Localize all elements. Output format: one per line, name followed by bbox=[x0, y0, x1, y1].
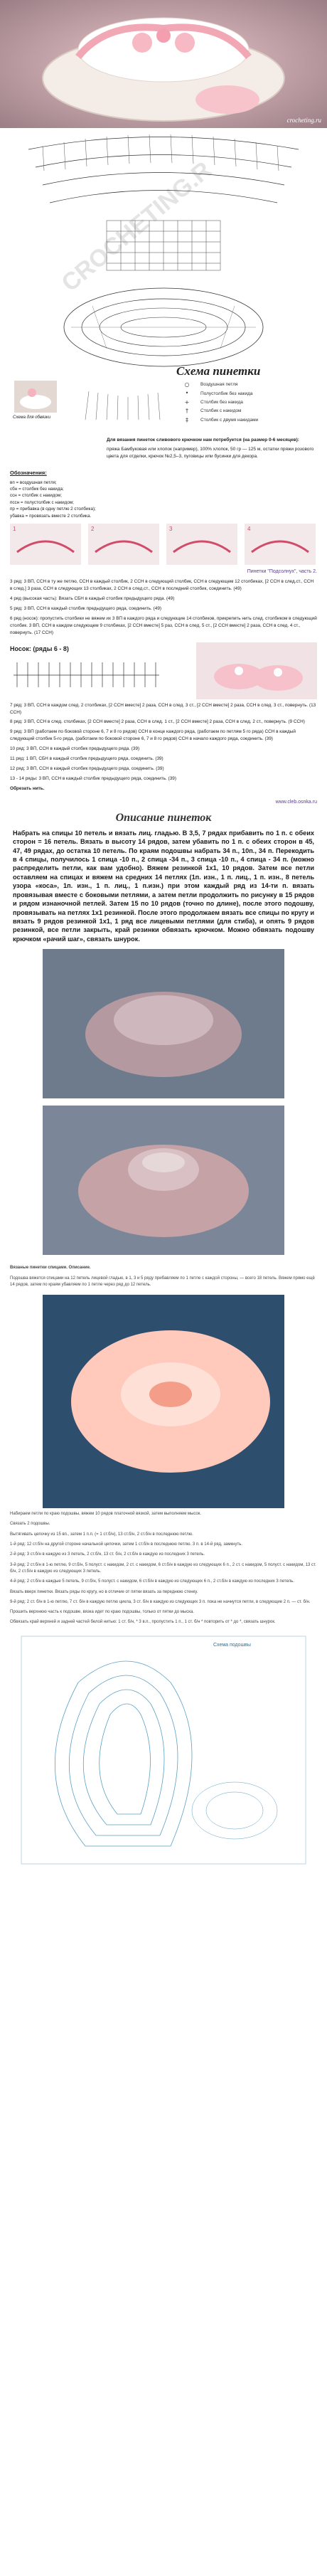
abbr-item: пссн = полустолбик с накидом; bbox=[10, 499, 74, 505]
svg-text:2: 2 bbox=[91, 526, 95, 533]
instr-paragraph: Прошить верхнюю часть к подошве, вязка идет по краю подошвы, только от пятки до мыска. bbox=[10, 1610, 194, 1615]
stitch-photos bbox=[0, 524, 327, 568]
abbr-item: пр = прибавка (в одну петлю 2 столбика); bbox=[10, 507, 96, 512]
bottom-scheme-label: Схема подошвы bbox=[213, 1642, 251, 1648]
stitch-photos-image bbox=[10, 524, 317, 566]
legend-item: † Столбик с накидом bbox=[186, 408, 242, 415]
page-tag: Пинетки "Подсолнух", часть 2. bbox=[247, 569, 317, 575]
round-item: 8 ряд: 3 ВП, ССН в след. столбиках, [2 ССН вместе] 2 раза, ССН в след. 1 ст., [2 ССН вместе] 2 раза, ССН в след. 2 ст., повернуть. (9 ССН) bbox=[10, 719, 305, 725]
svg-text:4: 4 bbox=[247, 526, 251, 533]
site-link[interactable]: www.cleb.osnka.ru bbox=[275, 799, 317, 805]
legend-item: + Столбик без накида bbox=[184, 398, 243, 406]
round-item: 5 ряд: 3 ВП, ССН в каждый столбик предыдущего ряда, соединить. (49) bbox=[10, 605, 162, 611]
instr-paragraph: 2-й ряд: 3 ст.б/н в каждую из 3 петель, 2 ст.б/н, 13 ст. б/н, 2 ст.б/н в каждую из последних 3 петель. bbox=[10, 1552, 205, 1557]
nosok-photo bbox=[196, 642, 317, 699]
round-item: 9 ряд: 3 ВП (работаем по боковой стороне 6, 7 и 8 го рядов) ССН в конце каждого ряда, (работаем по петлям 5 го ряда) ССН в каждый следующий столбик 5-го ряда, (работаем по боковой стороне 6, 7 и 8 го рядов) ССН в начало каждого ряда, соединить. (39) bbox=[10, 729, 296, 742]
intro-block bbox=[0, 434, 327, 465]
bottom-scheme-diagram bbox=[0, 1633, 327, 1867]
bootie-photo-image bbox=[0, 0, 327, 128]
legend-item: • Полустолбик без накида bbox=[185, 390, 253, 397]
instr-paragraph: 9-й ряд: 2 ст. б/н в 1-ю петлю, 7 ст. б/н в каждую петлю цикла, 3 ст. б/н в каждую из следующих 3 п. пока не начнутся петли, в следующие 2 п. — ст. б/н. bbox=[10, 1599, 311, 1604]
abbreviations-list bbox=[10, 469, 96, 519]
instr-paragraph: 3-й ряд: 2 ст.б/н в 1-ю петлю, 9 ст.б/н, 5 полуст. с накидом, 2 ст. с накидом, 6 ст.б/н в каждую из следующих 6 п., 2 ст. с накидом, 5 полуст. с накидом, 13 ст. б/н, 2 ст.б/н в каждую из следующих 3 петель. bbox=[10, 1562, 316, 1574]
nosok-rounds bbox=[0, 699, 327, 798]
abbreviations-block bbox=[0, 465, 327, 524]
nosok-title: Носок: (ряды 6 - 8) bbox=[10, 645, 69, 652]
footer-block bbox=[0, 1262, 327, 1295]
instructions-block bbox=[0, 1508, 327, 1633]
scheme-diagram bbox=[0, 128, 327, 434]
intro-materials: пряжа Бамбуковая или хлопок (например), 100% хлопок, 50 гр — 125 м, остатки пряжи розового цвета для отделки, крючок №2,5–3, пуговицы или бусинки для декора. bbox=[107, 446, 314, 459]
legend-item: ‡ Столбик с двумя накидами bbox=[186, 416, 259, 423]
round-item: 6 ряд (носок): пропустить столбики не вяжем их 3 ВП в каждого ряда и следующие 14 столбиков, прикрепить нить след. столбиком в следующий столбик. 3 ВП, ССН в каждом следующем 9 столбиках, [2 ССН вместе] 5 раз, ССН в след. 5 ст., [2 ССН вместе] 2 раза, ССН в след. 4 ст., повернуть. (17 ССН) bbox=[10, 615, 317, 635]
round-item: 4 ряд (высокая часть): Вязать СБН в каждый столбик предыдущего ряда. (49) bbox=[10, 595, 175, 601]
nosok-diagram bbox=[10, 655, 166, 691]
scheme-title: Схема пинетки bbox=[176, 364, 261, 378]
photo-caption: Схема для обвязки bbox=[13, 415, 51, 420]
svg-text:1: 1 bbox=[13, 526, 16, 533]
abbr-item: вп = воздушная петля; bbox=[10, 479, 57, 485]
crochet-scheme bbox=[0, 128, 327, 434]
footer-paragraph: Подошва вяжется спицами на 12 петель лицевой гладью, в 1, 3 и 5 ряду прибавляем по 1 петле с каждой стороны, — всего 18 петель. Вяжем прямо ещё 14 рядов, затем по краям убавляем по 1 петле через ряд до 12 петель. bbox=[10, 1276, 315, 1287]
instr-paragraph: 4-й ряд: 2 ст.б/н в каждые 5 петель, 9 ст.б/н, 5 полуст. с накидом, 6 ст.б/н в каждую из следующих 6 п., 2 ст.б/н в каждую из последних 3 петель. bbox=[10, 1579, 294, 1584]
rounds-list bbox=[0, 576, 327, 642]
svg-text:CROCHETING.R: CROCHETING.R bbox=[56, 156, 217, 297]
round-item: 13 - 14 ряды: 3 ВП, ССН в каждый столбик предыдущего ряда, соединить. (39) bbox=[10, 775, 176, 781]
round-item: 3 ряд: 3 ВП, ССН в ту же петлю, ССН в каждый столбик, 2 ССН в следующий столбик, ССН в следующем 12 столбиках, [2 ССН в след.ст., ССН в след.] 3 раза, ССН в следующих 13 столбиках, 2 ССН в след.ст., ССН в последний столбик, соединить. (49) bbox=[10, 579, 314, 592]
bottom-scheme bbox=[0, 1633, 327, 1867]
intro-title: Для вязания пинеток сливового крючком нам потребуется (на размер 0-6 месяцев): bbox=[107, 438, 299, 442]
knit-photos-image bbox=[0, 949, 327, 1262]
footer-title: Вязаные пинетки спицами. Описание. bbox=[10, 1266, 91, 1271]
scheme-legend bbox=[178, 381, 258, 425]
round-item: 11 ряд: 1 ВП, СБН в каждый столбик предыдущего ряда, соединить. (39) bbox=[10, 756, 164, 762]
abbr-item: ссн = столбик с накидом; bbox=[10, 493, 62, 499]
nosok-section bbox=[0, 642, 327, 699]
photo-watermark: crocheting.ru bbox=[286, 117, 321, 124]
instr-paragraph: Вязать вверх пинетки. Вязать ряды по кругу, но в отличие от пятки вязать за переднюю стенку. bbox=[10, 1589, 198, 1594]
round-item: 10 ряд: 3 ВП, ССН в каждый столбик предыдущего ряда. (39) bbox=[10, 746, 140, 752]
instr-paragraph: 1-й ряд: 12 ст.б/н на другой стороне начальной цепочки, затем 1 ст.б/н в последнюю петлю. 3 п. в 14-й ряд, замкнуть. bbox=[10, 1542, 243, 1547]
abbr-item: сбн = столбик без накида; bbox=[10, 486, 64, 492]
description-text: Набрать на спицы 10 петель и вязать лиц. гладью. В 3,5, 7 рядах прибавить по 1 п. с обеих сторон = 16 петель. Вязать в высоту 14 рядов, затем убавить по 1 п. с обеих сторон в 45, 47, 49 рядах, до остатка 10 петель. По краям подошвы набрать 34 п., 10п., 34 п. Перекодить в 4 спицы, получилось 1 спица -10 п., 2 спица -34 п., 3 спица -10 п., 4 спица - 34 п. (можно распределить петли, как вам удобно). Вяжем резинкой 1х1, 10 рядов. Затем все петли оставляем на спицах и вяжем на средних 14 петлях (1п. изн., 1 п. лиц., 1 п. изн., 8 петель узора «коса», 1п. изн., 1 п. лиц., 1 п.изн.) при этом каждый ряд из 14-ти п. вязать провязывая вместе с боковыми петлями, а затем петли продолжить по рисунку в 15 рядов и рядом изнаночной петлей. Затем 15 по 10 рядов (точно по длине), после этого подошву, провязывать на петлях 1х1 резинкой. После этого продолжаем вязать все спицы по кругу и вязать 9 рядов резинкой 1х1, 1 ряд все лицевыми петлями (для стиба), и опять 9 рядов резинкой, все петли закрыть, край резинки обвязать крючком. Можно обвязать подошву крючком «рачий шаг», связать шнурок. bbox=[13, 829, 314, 943]
round-closing: Обрезать нить. bbox=[10, 785, 45, 791]
abbr-item: убавка = провязать вместе 2 столбика. bbox=[10, 513, 92, 519]
knit-photos bbox=[0, 949, 327, 1262]
round-item: 7 ряд: 3 ВП, ССН в каждом след. 2 столбиках, [2 ССН вместе] 2 раза, ССН в след. 3 ст., [2 ССН вместе] 2 раза, ССН в след. 3 ст., повернуть. (13 ССН) bbox=[10, 702, 316, 715]
knit-photo-3-image bbox=[0, 1295, 327, 1508]
description-title: Описание пинеток bbox=[115, 811, 212, 824]
abbreviations-title: Обозначения: bbox=[10, 470, 47, 477]
legend-item: ○ Воздушная петля bbox=[184, 381, 238, 388]
instr-paragraph: Связать 2 подошвы. bbox=[10, 1522, 50, 1527]
instr-paragraph: Набираем петли по краю подошвы, вяжем 10 рядов платочной вязкой, затем выполняем мысок. bbox=[10, 1512, 202, 1517]
svg-text:3: 3 bbox=[169, 526, 173, 533]
round-item: 12 ряд: 3 ВП, ССН в каждый столбик предыдущего ряда, соединить. (39) bbox=[10, 766, 164, 772]
knit-photo-3 bbox=[0, 1295, 327, 1508]
top-bootie-photo bbox=[0, 0, 327, 128]
instr-paragraph: Обвязать край верхней и задней частей белой нитью: 1 ст. б/н, * 3 в.п., пропустить 1 п., 1 ст. б/н * повторить от * до *, связать шнурок. bbox=[10, 1620, 276, 1625]
instr-paragraph: Вытягивать цепочку из 15 вп., затем 1 п.п. (= 1 ст.б/н), 13 ст.б/н, 2 ст.б/н в последнюю петлю. bbox=[10, 1532, 193, 1537]
